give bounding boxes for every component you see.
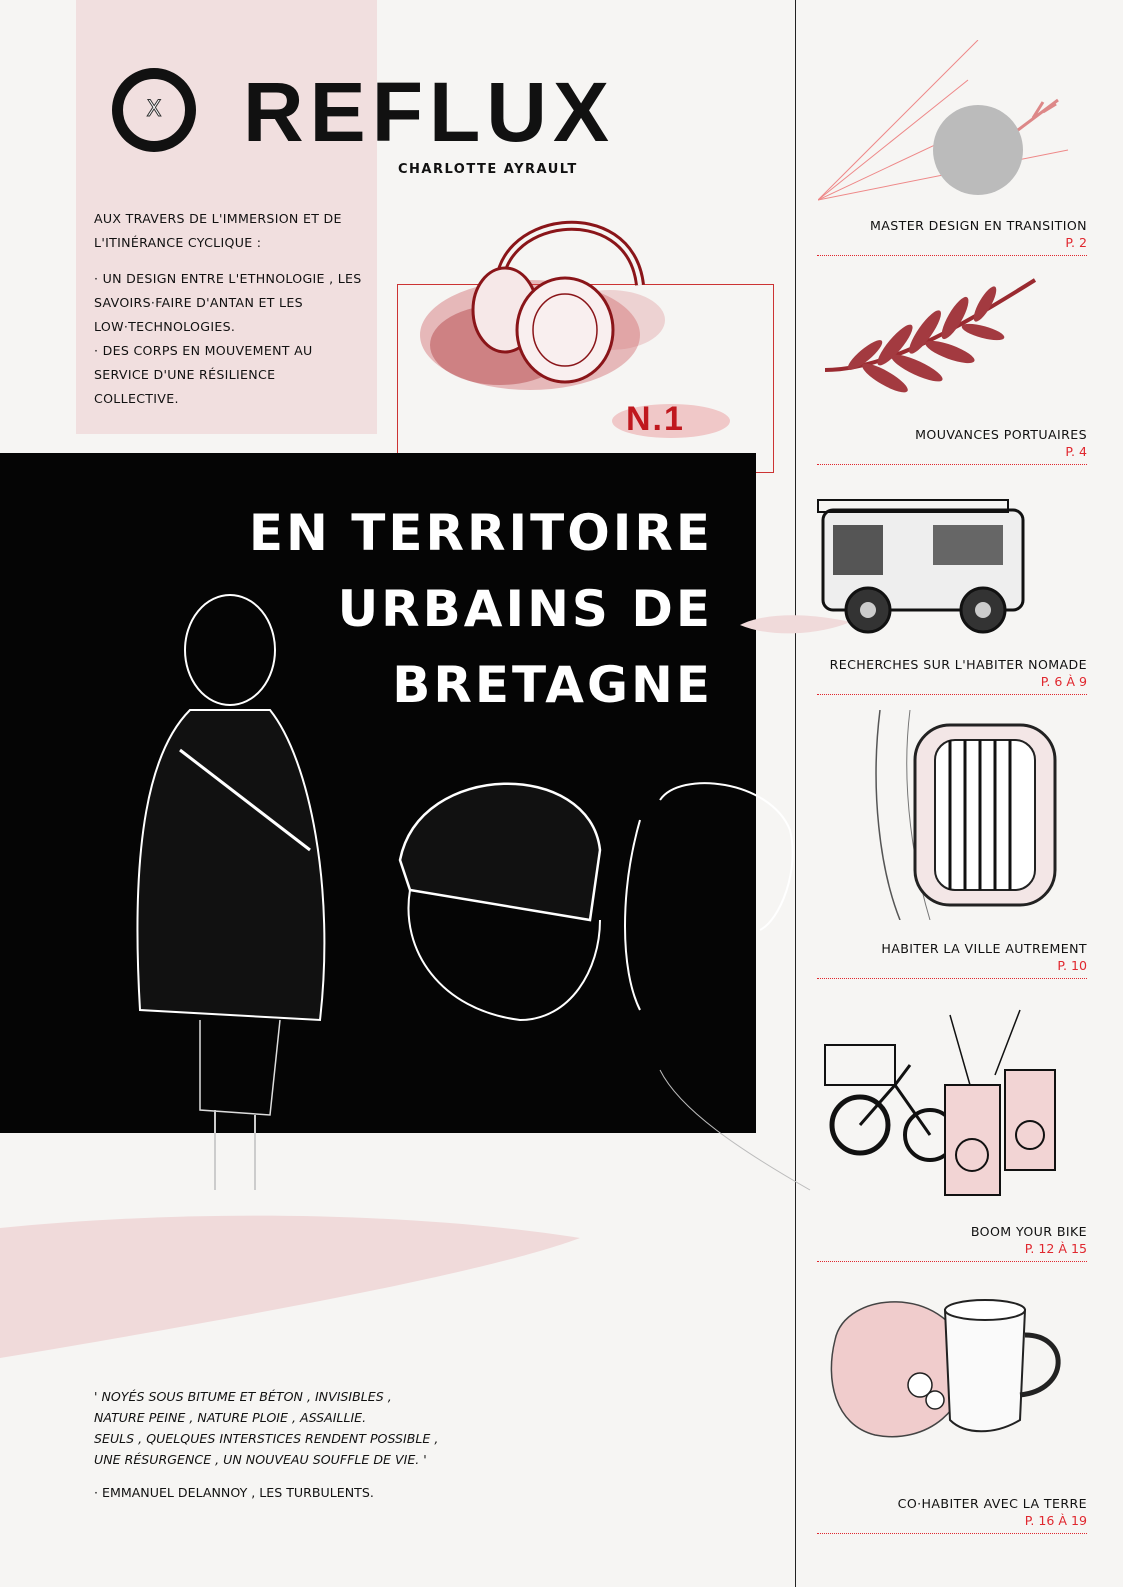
issue-number: N.1 bbox=[626, 400, 685, 438]
magazine-title: REFLUX bbox=[243, 65, 615, 159]
toc-dotted-rule bbox=[817, 1261, 1087, 1262]
toc-entry-5[interactable] bbox=[797, 1224, 1087, 1262]
van-illustration bbox=[813, 480, 1048, 645]
toc-dotted-rule bbox=[817, 694, 1087, 695]
toc-entry-page: P. 10 bbox=[1057, 958, 1087, 973]
toc-dotted-rule bbox=[817, 978, 1087, 979]
toc-entry-page: P. 16 À 19 bbox=[1024, 1513, 1087, 1528]
toc-entry-title: MOUVANCES PORTUAIRES bbox=[915, 427, 1087, 442]
cover-title-line-2: URBAINS DE bbox=[337, 580, 713, 638]
toc-entry-title: BOOM YOUR BIKE bbox=[970, 1224, 1087, 1239]
toc-entry-2[interactable] bbox=[797, 427, 1087, 465]
intro-point-2: · DES CORPS EN MOUVEMENT AU SERVICE D'UNE RÉSILIENCE COLLECTIVE. bbox=[94, 343, 313, 406]
headphones-illustration bbox=[380, 185, 720, 415]
toc-entry-4[interactable] bbox=[797, 941, 1087, 979]
toc-entry-6[interactable] bbox=[797, 1496, 1087, 1534]
quote-line-2: NATURE PEINE , NATURE PLOIE , ASSAILLIE. bbox=[94, 1410, 367, 1425]
quote-author: · EMMANUEL DELANNOY , LES TURBULENTS. bbox=[94, 1485, 374, 1500]
toc-entry-page: P. 12 À 15 bbox=[1024, 1241, 1087, 1256]
quote bbox=[94, 1386, 514, 1470]
toc-entry-3[interactable] bbox=[797, 657, 1087, 695]
author-name: CHARLOTTE AYRAULT bbox=[398, 162, 578, 177]
quote-line-1: ' NOYÉS SOUS BITUME ET BÉTON , INVISIBLES , bbox=[94, 1389, 392, 1404]
cover-title-line-3: BRETAGNE bbox=[392, 656, 713, 714]
logo-mark: X bbox=[146, 97, 162, 122]
stone-mug-illustration bbox=[825, 1290, 1075, 1450]
toc-entry-title: HABITER LA VILLE AUTREMENT bbox=[881, 941, 1087, 956]
toc-entry-page: P. 6 À 9 bbox=[1040, 674, 1087, 689]
intro-point-1: · UN DESIGN ENTRE L'ETHNOLOGIE , LES SAVOIRS·FAIRE D'ANTAN ET LES LOW·TECHNOLOGIES. bbox=[94, 271, 362, 334]
intro-text bbox=[94, 207, 364, 423]
toc-entry-page: P. 2 bbox=[1065, 235, 1087, 250]
toc-entry-title: MASTER DESIGN EN TRANSITION bbox=[869, 218, 1087, 233]
toc-entry-title: CO·HABITER AVEC LA TERRE bbox=[897, 1496, 1087, 1511]
cover-title-line-1: EN TERRITOIRE bbox=[248, 504, 713, 562]
intro-lead: AUX TRAVERS DE L'IMMERSION ET DE L'ITINÉRANCE CYCLIQUE : bbox=[94, 211, 342, 250]
toc-entry-1[interactable] bbox=[797, 218, 1087, 256]
toc-dotted-rule bbox=[817, 1533, 1087, 1534]
toc-entry-page: P. 4 bbox=[1065, 444, 1087, 459]
toc-entry-title: RECHERCHES SUR L'HABITER NOMADE bbox=[829, 657, 1087, 672]
brush-stroke bbox=[0, 1198, 600, 1358]
figures-illustration bbox=[120, 590, 820, 1230]
moon-rays-illustration bbox=[818, 40, 1078, 210]
bike-speakers-illustration bbox=[820, 1005, 1070, 1205]
fern-illustration bbox=[805, 270, 1045, 420]
quote-line-3: SEULS , QUELQUES INTERSTICES RENDENT POSSIBLE , bbox=[94, 1431, 439, 1446]
window-illustration bbox=[860, 710, 1070, 920]
quote-line-4: UNE RÉSURGENCE , UN NOUVEAU SOUFFLE DE VIE. ' bbox=[94, 1452, 427, 1467]
toc-dotted-rule bbox=[817, 255, 1087, 256]
toc-dotted-rule bbox=[817, 464, 1087, 465]
